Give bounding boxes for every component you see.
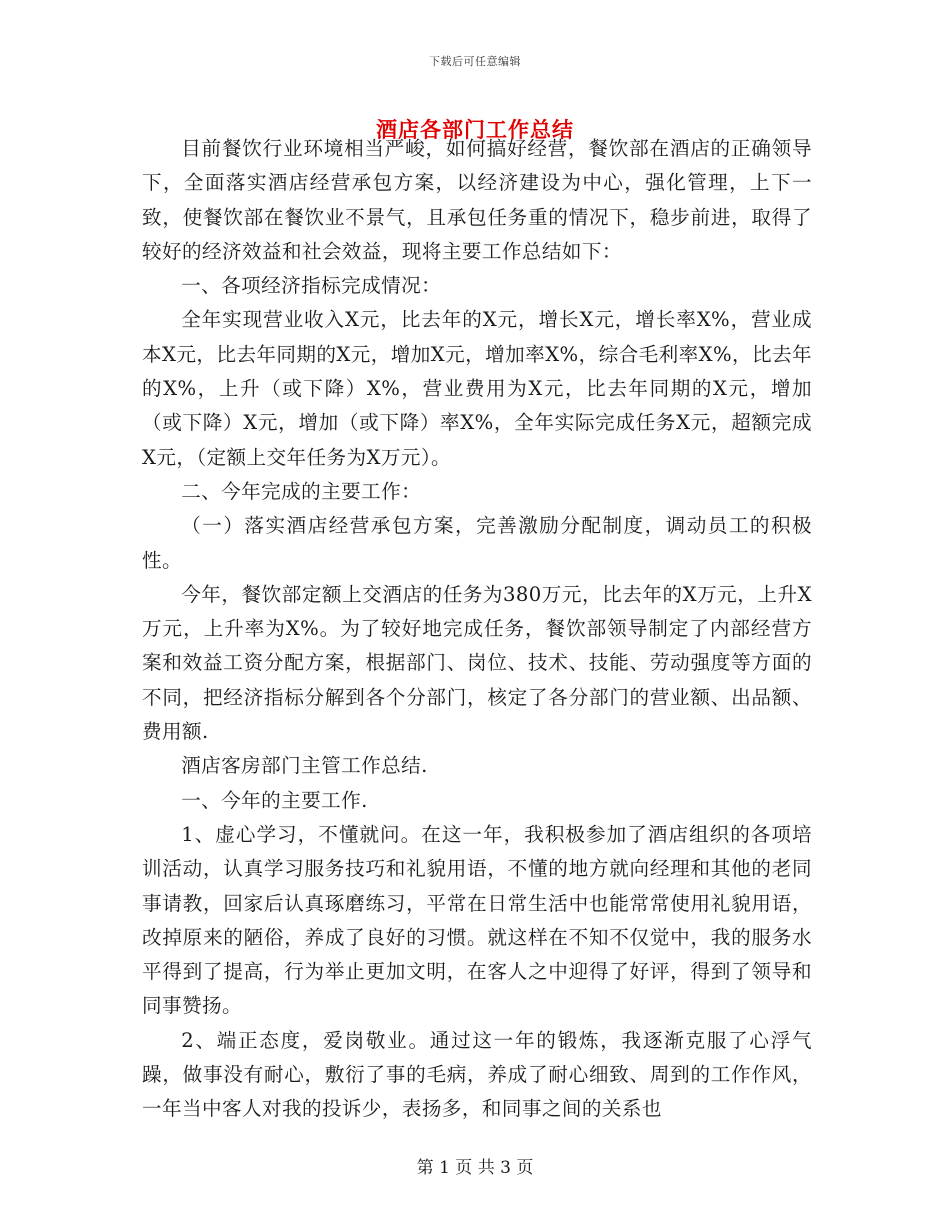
paragraph-quota: 今年，餐饮部定额上交酒店的任务为380万元，比去年的X万元，上升X万元，上升率为X%。为了较好地完成任务，餐饮部领导制定了内部经营方案和效益工资分配方案，根据部门、岗位、技术、技能、劳动强度等方面的不同，把经济指标分解到各个分部门，核定了各分部门的营业额、出品额、费用额. — [142, 582, 812, 744]
document-title: 酒店各部门工作总结 — [376, 117, 574, 142]
document-body — [142, 132, 812, 1127]
subsection-heading-contract-plan: （一）落实酒店经营承包方案，完善激励分配制度，调动员工的积极性。 — [142, 514, 812, 572]
section-heading-main-work: 二、今年完成的主要工作： — [181, 479, 422, 503]
paragraph-attitude: 2、端正态度，爱岗敬业。通过这一年的锻炼，我逐渐克服了心浮气躁，做事没有耐心，敷衍了事的毛病，养成了耐心细致、周到的工作作风，一年当中客人对我的投诉少，表扬多，和同事之间的关系也 — [142, 1028, 812, 1121]
section-heading-economic-indicators: 一、各项经济指标完成情况： — [181, 274, 442, 298]
paragraph-learning: 1、虚心学习，不懂就问。在这一年，我积极参加了酒店组织的各项培训活动，认真学习服务技巧和礼貌用语，不懂的地方就向经理和其他的老同事请教，回家后认真琢磨练习，平常在日常生活中也能常常使用礼貌用语，改掉原来的陋俗，养成了良好的习惯。就这样在不知不仅觉中，我的服务水平得到了提高，行为举止更加文明，在客人之中迎得了好评，得到了领导和同事赞扬。 — [142, 822, 812, 1018]
paragraph-economic-figures: 全年实现营业收入X元，比去年的X元，增长X元，增长率X%，营业成本X元，比去年同期的X元，增加X元，增加率X%，综合毛利率X%，比去年的X%，上升（或下降）X%，营业费用为X元，比去年同期的X元，增加（或下降）X元，增加（或下降）率X%，全年实际完成任务X元，超额完成X元，（定额上交年任务为X万元）。 — [142, 308, 812, 469]
header-note: 下载后可任意编辑 — [429, 55, 521, 68]
paragraph-intro: 目前餐饮行业环境相当严峻，如何搞好经营，餐饮部在酒店的正确领导下，全面落实酒店经营承包方案，以经济建设为中心，强化管理，上下一致，使餐饮部在餐饮业不景气，且承包任务重的情况下，稳步前进，取得了较好的经济效益和社会效益，现将主要工作总结如下： — [142, 137, 812, 263]
page-footer: 第 1 页 共 3 页 — [416, 1158, 534, 1178]
section-heading-year-work: 一、今年的主要工作. — [181, 788, 368, 812]
section-heading-housekeeping-summary: 酒店客房部门主管工作总结. — [181, 754, 428, 778]
